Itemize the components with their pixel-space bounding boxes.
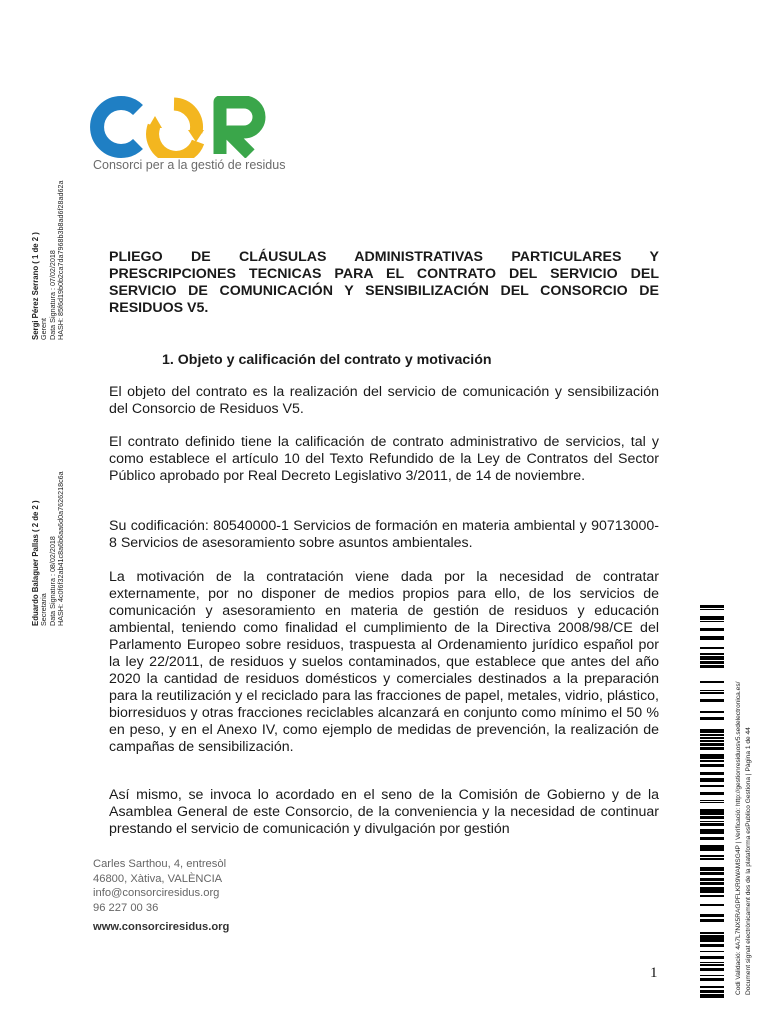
barcode-bar	[700, 958, 724, 959]
barcode-bar	[700, 829, 724, 832]
barcode-bar	[700, 869, 724, 870]
barcode-bar	[700, 823, 724, 826]
barcode-bar	[700, 858, 724, 860]
footer-address-line: 46800, Xàtiva, VALÈNCIA	[93, 872, 223, 885]
barcode-bar	[700, 734, 724, 736]
barcode-bar	[700, 837, 724, 840]
footer-address-line: Carles Sarthou, 4, entresòl	[93, 858, 227, 870]
barcode-bar	[700, 800, 724, 801]
signature-block-2	[32, 471, 65, 626]
signature-date: Data Signatura : 07/02/2018	[47, 250, 57, 340]
barcode-bar	[700, 764, 724, 767]
barcode-bar	[700, 690, 724, 691]
barcode-bar	[700, 870, 724, 871]
signature-block-1	[32, 181, 65, 340]
barcode-bar	[700, 772, 724, 775]
barcode-bar	[700, 647, 724, 649]
section-heading: 1. Objeto y calificación del contrato y motivación	[162, 352, 492, 368]
barcode-bar	[700, 637, 724, 640]
barcode-bar	[700, 968, 724, 971]
document-title: PLIEGO DE CLÁUSULAS ADMINISTRATIVAS PARTICULARES Y PRESCRIPCIONES TECNICAS PARA EL CONTRATO DEL SERVICIO DEL SERVICIO DE COMUNICACIÓN Y SENSIBILIZACIÓN DEL CONSORCIO DE RESIDUOS V5.	[109, 249, 659, 316]
barcode-bar	[700, 792, 724, 795]
cor-logo-graphic	[88, 96, 288, 158]
barcode-bar	[700, 887, 724, 890]
barcode-bar	[700, 821, 724, 822]
barcode-bar	[700, 699, 724, 702]
signer-role: Secretaria	[39, 593, 49, 626]
barcode-bar	[700, 915, 724, 917]
signature-hash: HASH: 4c0f6f32ab41c8a6b6aa6d0a7626218c6a	[55, 471, 65, 626]
barcode-bar	[700, 740, 724, 742]
footer-email[interactable]: info@consorciresidus.org	[93, 887, 220, 899]
barcode-bar	[700, 653, 724, 655]
barcode-bar	[700, 681, 724, 683]
barcode-bar	[700, 962, 724, 963]
barcode-bar	[700, 743, 724, 746]
barcode-bar	[700, 665, 724, 668]
barcode-bar	[700, 747, 724, 750]
barcode-bar	[700, 975, 724, 976]
barcode-bar	[700, 935, 724, 936]
barcode-bar	[700, 994, 724, 997]
barcode-bar	[700, 944, 724, 947]
barcode-bar	[700, 867, 724, 869]
barcode-bar	[700, 717, 724, 720]
barcode-bar	[700, 756, 724, 759]
barcode-bar	[700, 951, 724, 952]
verification-code-line[interactable]: Codi Validació: 4A7L7NX5RAGPFLKR9WAMSG4P | Verificació: http://gestionresiduosv5.sedelectronica.es/	[735, 681, 742, 995]
barcode-bar	[700, 605, 724, 607]
paragraph: El objeto del contrato es la realización del servicio de comunicación y sensibilización del Consorcio de Residuos V5.	[109, 384, 659, 417]
barcode-bar	[700, 845, 724, 848]
barcode-bar	[700, 882, 724, 884]
barcode-bar	[700, 628, 724, 631]
barcode-bar	[700, 778, 724, 779]
signature-date: Data Signatura : 08/02/2018	[47, 536, 57, 626]
barcode-bar	[700, 914, 724, 915]
footer-website-link[interactable]: www.consorciresidus.org	[93, 921, 230, 933]
barcode-bar	[700, 656, 724, 658]
signature-hash: HASH: 85f6d19b0b2ca7da7968b3b8ad6f28ad62a	[55, 180, 65, 340]
logo-subtitle: Consorci per a la gestió de residus	[93, 158, 286, 172]
barcode-bar	[700, 661, 724, 664]
barcode-bar	[700, 848, 724, 851]
barcode-bar	[700, 617, 724, 619]
barcode-bar	[700, 760, 724, 762]
barcode-bar	[700, 609, 724, 610]
barcode-bar	[700, 779, 724, 782]
paragraph: El contrato definido tiene la calificación de contrato administrativo de servicios, tal y como establece el artículo 10 del Texto Refundido de la Ley de Contratos del Sector Público aprobado por Real Decreto Legislativo 3/2011, de 14 de noviembre.	[109, 434, 659, 484]
barcode-bar	[700, 956, 724, 957]
verification-platform-line: Document signat electrònicament des de la plataforma esPublico Gestiona | Pàgina 1 de 44	[744, 727, 752, 995]
barcode-bar	[700, 978, 724, 979]
paragraph: Así mismo, se invoca lo acordado en el seno de la Comisión de Gobierno y de la Asamblea General de este Consorcio, de la conveniencia y la necesidad de continuar prestando el servicio de comunicación y divulgación por gestión	[109, 787, 659, 837]
barcode-bar	[700, 832, 724, 834]
barcode-bar	[700, 872, 724, 875]
barcode-bar	[700, 732, 724, 733]
barcode-bar	[700, 712, 724, 713]
barcode-bar	[700, 895, 724, 897]
verification-text	[734, 682, 753, 995]
paragraph: La motivación de la contratación viene dada por la necesidad de contratar externamente, por no disponer de medios propios para ello, de los servicios de comunicación y asesoramiento en materia de gestión de residuos y educación ambiental, teniendo como finalidad el cumplimiento de la Directiva 2008/98/CE del Parlamento Europeo sobre residuos, traspuesta al Ordenamiento jurídico español por la ley 22/2011, de residuos y suelos contaminados, que establece que antes del año 2020 la cantidad de residuos domésticos y comerciales destinados a la preparación para la reutilización y el reciclado para las fracciones de papel, metales, vidrio, plástico, biorresiduos y otras fracciones reciclables alcanzará en conjunto como mínimo el 50 % en peso, y en el Anexo IV, como ejemplo de medidas de prevención, la realización de campañas de sensibilización.	[109, 569, 659, 755]
signer-role: Gerent	[39, 318, 49, 340]
barcode-bar	[700, 616, 724, 617]
barcode-bar	[700, 816, 724, 819]
barcode-bar	[700, 884, 724, 885]
footer-contact	[93, 857, 226, 915]
barcode-bar	[700, 754, 724, 756]
barcode-bar	[700, 785, 724, 787]
barcode-bar	[700, 659, 724, 660]
paragraph: Su codificación: 80540000-1 Servicios de formación en materia ambiental y 90713000-8 Servicios de asesoramiento sobre asuntos ambientales.	[109, 518, 659, 551]
barcode-bar	[700, 904, 724, 906]
page-number: 1	[650, 965, 658, 981]
barcode-bar	[700, 729, 724, 732]
footer-phone: 96 227 00 36	[93, 901, 159, 914]
barcode-bar	[700, 619, 724, 620]
barcode-bar	[700, 636, 724, 637]
barcode-bar	[700, 621, 724, 622]
barcode-bar	[700, 812, 724, 815]
barcode-bar	[700, 986, 724, 988]
barcode-bar	[700, 964, 724, 966]
signer-name: Sergi Pérez Serrano ( 1 de 2 )	[31, 232, 40, 340]
verification-barcode	[700, 605, 724, 1005]
barcode-bar	[700, 658, 724, 659]
barcode-bar	[700, 990, 724, 993]
signer-name: Eduardo Balaguer Pallas ( 2 de 2 )	[31, 500, 40, 626]
barcode-bar	[700, 737, 724, 739]
barcode-bar	[700, 711, 724, 712]
barcode-bar	[700, 939, 724, 942]
barcode-bar	[700, 979, 724, 981]
barcode-bar	[700, 855, 724, 857]
barcode-bar	[700, 802, 724, 803]
barcode-bar	[700, 607, 724, 608]
barcode-bar	[700, 957, 724, 958]
barcode-bar	[700, 919, 724, 922]
barcode-bar	[700, 932, 724, 934]
barcode-bar	[700, 936, 724, 939]
barcode-bar	[700, 878, 724, 881]
barcode-bar	[700, 692, 724, 694]
barcode-bar	[700, 890, 724, 893]
barcode-bar	[700, 809, 724, 812]
barcode-bar	[700, 997, 724, 998]
